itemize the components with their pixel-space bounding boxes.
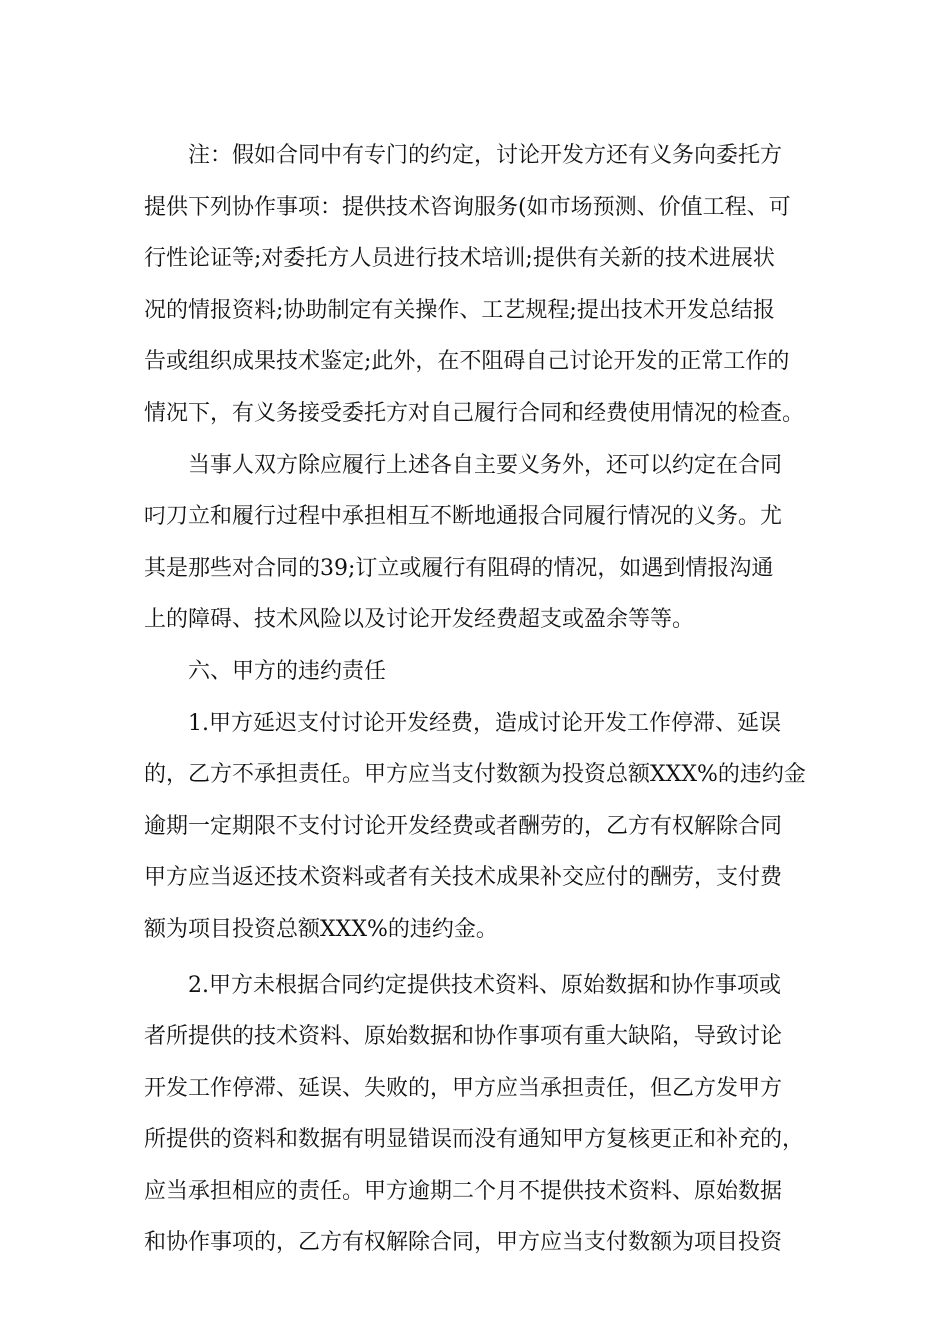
text-line: 叼刀立和履行过程中承担相互不断地通报合同履行情况的义务。尤	[144, 504, 783, 530]
text-line: 上的障碍、技术风险以及讨论开发经费超支或盈余等等。	[144, 607, 695, 633]
section-heading: 六、甲方的违约责任	[188, 658, 387, 684]
text-line: 行性论证等;对委托方人员进行技术培训;提供有关新的技术进展状	[144, 246, 775, 272]
contract-text	[144, 130, 809, 1269]
text-line: 甲方应当返还技术资料或者有关技术成果补交应付的酬劳，支付费	[144, 865, 783, 891]
text-line: 额为项目投资总额XXX%的违约金。	[144, 916, 498, 942]
text-line: 应当承担相应的责任。甲方逾期二个月不提供技术资料、原始数据	[144, 1178, 783, 1204]
text-line: 所提供的资料和数据有明显错误而没有通知甲方复核更正和补充的，	[144, 1127, 805, 1153]
text-line: 开发工作停滞、延误、失败的，甲方应当承担责任，但乙方发甲方	[144, 1075, 783, 1101]
text-line: 1.甲方延迟支付讨论开发经费，造成讨论开发工作停滞、延误	[188, 710, 781, 736]
text-line: 告或组织成果技术鉴定;此外，在不阻碍自己讨论开发的正常工作的	[144, 349, 790, 375]
text-line: 当事人双方除应履行上述各自主要义务外，还可以约定在合同	[188, 452, 783, 478]
text-line: 逾期一定期限不支付讨论开发经费或者酬劳的，乙方有权解除合同	[144, 813, 783, 839]
text-line: 其是那些对合同的39;订立或履行有阻碍的情况，如遇到情报沟通	[144, 555, 774, 581]
text-line: 情况下，有义务接受委托方对自己履行合同和经费使用情况的检查。	[144, 400, 805, 426]
text-line: 2.甲方未根据合同约定提供技术资料、原始数据和协作事项或	[188, 972, 781, 998]
text-line: 况的情报资料;协助制定有关操作、工艺规程;提出技术开发总结报	[144, 297, 775, 323]
text-line: 注：假如合同中有专门的约定，讨论开发方还有义务向委托方	[188, 143, 783, 168]
text-line: 者所提供的技术资料、原始数据和协作事项有重大缺陷，导致讨论	[144, 1024, 783, 1050]
text-line: 提供下列协作事项：提供技术咨询服务(如市场预测、价值工程、可	[144, 194, 791, 220]
text-line: 的，乙方不承担责任。甲方应当支付数额为投资总额XXX%的违约金	[144, 762, 806, 788]
text-line: 和协作事项的，乙方有权解除合同，甲方应当支付数额为项目投资	[144, 1230, 783, 1256]
